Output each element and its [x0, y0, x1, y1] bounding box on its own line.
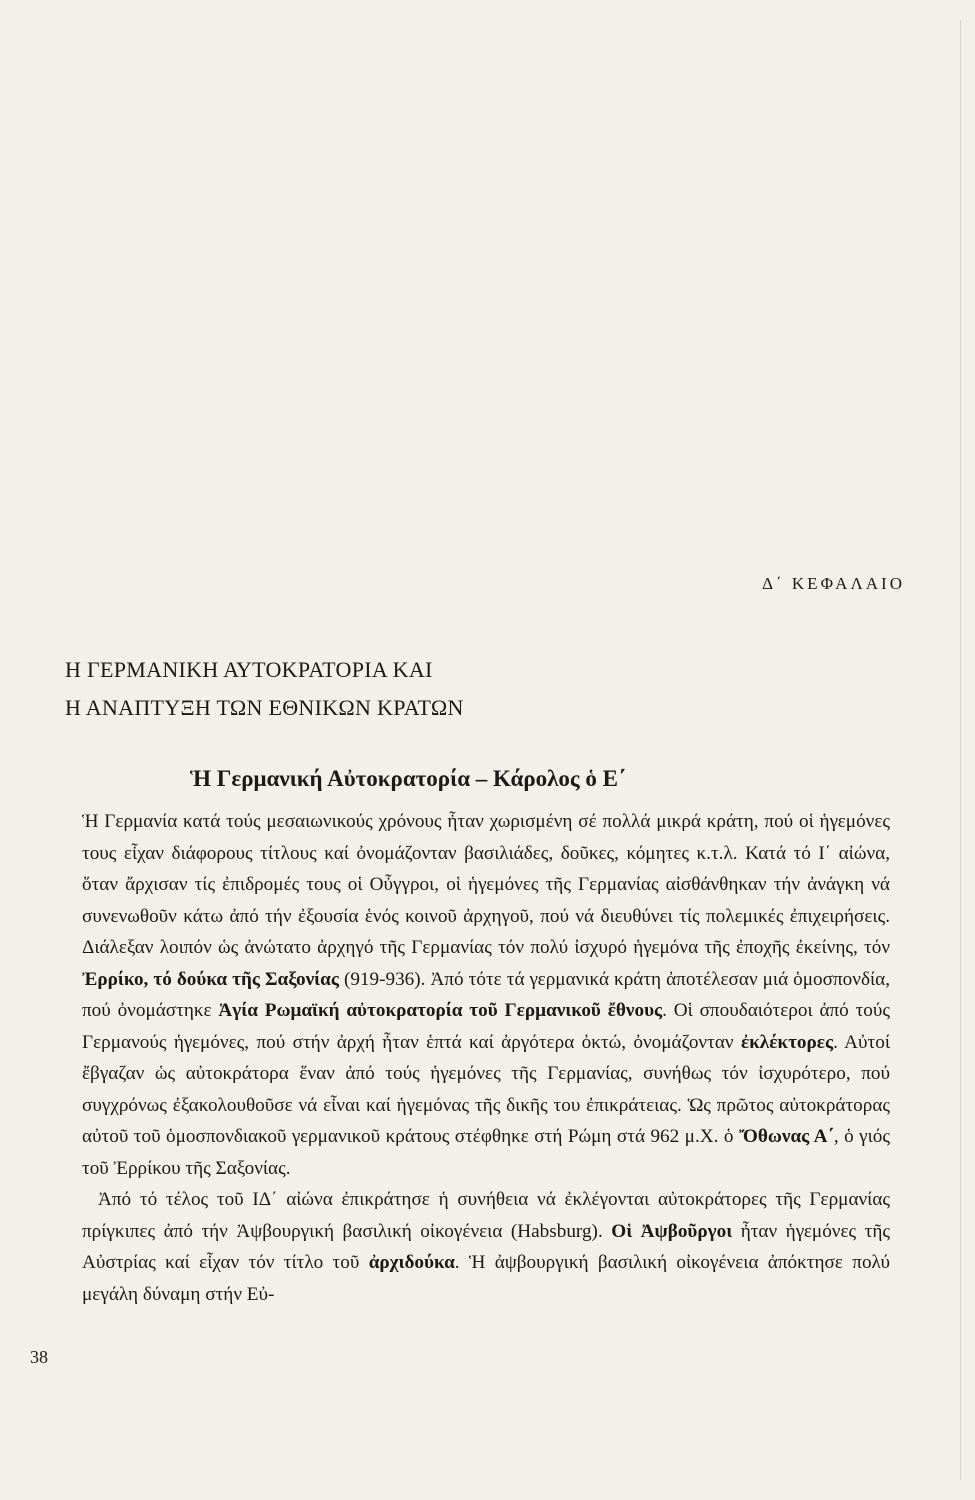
bold-term: Οἱ Ἀψβοῦργοι [611, 1220, 733, 1242]
text-run: Ἡ Γερμανία κατά τούς μεσαιωνικούς χρόνους ἦταν χωρισμένη σέ πολλά μικρά κράτη, πού οἱ ἡγεμόνες τους εἶχαν διάφορους τίτλους καί ὀνομάζονταν βασιλιάδες, δοῦκες, κόμητες κ.τ.λ. Κατά τό Ι΄ αἰώνα, ὅταν ἄρχισαν τίς ἐπιδρομές τους οἱ Οὖγγροι, οἱ ἡγεμόνες τῆς Γερμανίας αἰσθάνθηκαν τήν ἀνάγκη νά συνενωθοῦν κάτω ἀπό τήν ἐξουσία ἑνός κοινοῦ ἀρχηγοῦ, πού νά διευθύνει τίς πολεμικές ἐπιχειρήσεις. Διάλεξαν λοιπόν ὡς ἀνώτατο ἀρχηγό τῆς Γερμανίας τόν πολύ ἰσχυρό ἡγεμόνα τῆς ἐποχῆς ἐκείνης, τόν [82, 811, 890, 958]
text-run: Ἀπό τό τέλος τοῦ ΙΔ΄ αἰώνα ἐπικράτησε ἡ συνήθεια νά ἐκλέγονται αὐτοκράτορες τῆς Γερμανίας πρίγκιπες ἀπό τήν Ἀψβουργική βασιλική οἰκογένεια (Habsburg). [82, 1189, 890, 1242]
bold-term: ἐκλέκτορες [740, 1031, 834, 1053]
page-number: 38 [30, 1347, 48, 1367]
text-run: . Αὐτοί ἔβγαζαν ὡς αὐτοκράτορα ἕναν ἀπό τούς ἡγεμόνες τῆς Γερμανίας, συνήθως τόν ἰσχυρότερο, πού συγχρόνως ἐξακολουθοῦσε νά εἶναι καί ἡγεμόνας τῆς δικῆς του ἐπικράτειας. Ὡς πρῶτος αὐτοκράτορας αὐτοῦ τοῦ ὁμοσπονδιακοῦ γερμανικοῦ κράτους στέφθηκε στή Ρώμη στά 962 μ.Χ. ὁ [82, 1031, 891, 1147]
text-run: ἦταν ἡγεμόνες τῆς Αὐστρίας καί εἶχαν τόν τίτλο τοῦ [82, 1220, 890, 1273]
bold-term: Ὄθωνας Α΄ [738, 1126, 834, 1147]
bold-term: Ἁγία Ρωμαϊκή αὐτοκρατορία τοῦ Γερμανικοῦ ἔθνους [218, 1000, 663, 1021]
bold-term: Ἐρρίκο, τό δούκα τῆς Σαξονίας [82, 968, 339, 990]
text-run: (919-936). Ἀπό τότε τά γερμανικά κράτη ἀποτέλεσαν μιά ὁμοσπονδία, πού ὀνομάστηκε [82, 968, 890, 1021]
chapter-title-line-2: Η ΑΝΑΠΤΥΞΗ ΤΩΝ ΕΘΝΙΚΩΝ ΚΡΑΤΩΝ [65, 695, 464, 720]
paragraph-1 [82, 806, 890, 1184]
chapter-title-line-1: Η ΓΕΡΜΑΝΙΚΗ ΑΥΤΟΚΡΑΤΟΡΙΑ ΚΑΙ [65, 657, 433, 682]
text-run: . Ἡ ἀψβουργική βασιλική οἰκογένεια ἀπόκτησε πολύ μεγάλη δύναμη στήν Εὐ- [82, 1252, 890, 1305]
body-text [82, 806, 890, 1310]
text-run: . Οἱ σπουδαιότεροι ἀπό τούς Γερμανούς ἡγεμόνες, πού στήν ἀρχή ἦταν ἑπτά καί ἀργότερα ὀκτώ, ὀνομάζονταν [82, 1000, 890, 1053]
text-run: , ὁ γιός τοῦ Ἐρρίκου τῆς Σαξονίας. [82, 1126, 890, 1179]
section-heading: Ἡ Γερμανική Αὐτοκρατορία – Κάρολος ὁ Ε΄ [190, 766, 626, 791]
paragraph-2 [82, 1184, 890, 1310]
chapter-label: Δ΄ ΚΕΦΑΛΑΙΟ [762, 574, 905, 593]
bold-term: ἀρχιδούκα [368, 1252, 455, 1273]
page-edge-shadow [960, 20, 961, 1480]
chapter-title [65, 651, 464, 727]
